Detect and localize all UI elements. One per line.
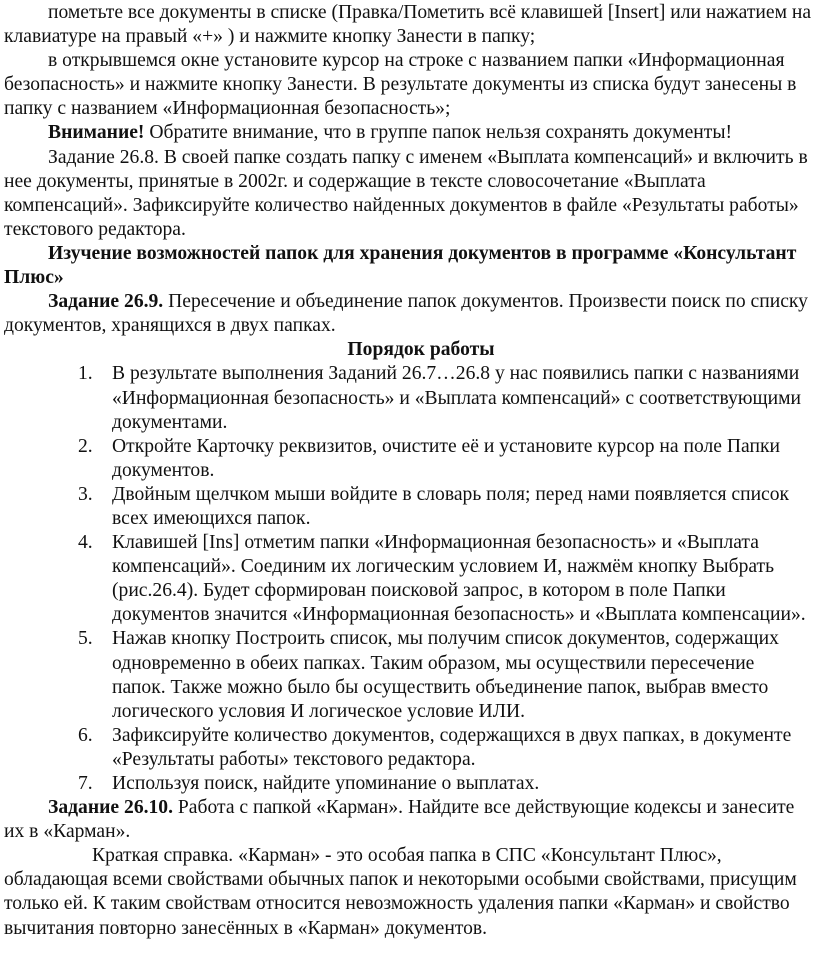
step-number: 3. [78, 483, 93, 505]
step-text: Двойным щелчком мыши войдите в словарь поля; перед нами появляется список всех имеющихся папок. [112, 483, 790, 529]
attention-label: Внимание! [48, 122, 145, 144]
step-text: Нажав кнопку Построить список, мы получим список документов, содержащих одновременно в обеих папках. Таким образом, мы осуществили пересечение папок. Также можно было бы осуществить объединение папок, выбрав вместо логического условия И логическое условие ИЛИ. [112, 628, 779, 722]
list-item [0, 724, 816, 772]
step-number: 1. [78, 363, 93, 385]
task-26-10-text: Работа с папкой «Карман». Найдите все действующие кодексы и занесите их в «Карман». [4, 797, 795, 843]
section-heading [0, 242, 816, 290]
section-heading-text: Изучение возможностей папок для хранения документов в программе «Консультант Плюс» [4, 242, 797, 289]
order-title [0, 338, 816, 362]
step-text: В результате выполнения Заданий 26.7…26.8 у нас появились папки с названиями «Информационная безопасность» и «Выплата компенсаций» с соответствующими документами. [112, 363, 801, 433]
step-number: 5. [78, 628, 93, 650]
list-item [0, 483, 816, 531]
step-number: 7. [78, 773, 93, 794]
step-number: 2. [78, 435, 93, 457]
paragraph-mark-documents: пометьте все документы в списке (Правка/Пометить всё клавишей [Insert] или нажатием на клавиатуре на правый «+» ) и нажмите кнопку Занести в папку; [4, 2, 812, 48]
step-text: Откройте Карточку реквизитов, очистите её и установите курсор на поле Папки документов. [112, 435, 780, 481]
list-item [0, 362, 816, 434]
step-number: 6. [78, 724, 93, 746]
paragraph-task-26-9 [0, 290, 816, 338]
task-26-9-text: Пересечение и объединение папок документов. Произвести поиск по списку документов, хранящихся в двух папках. [4, 291, 808, 337]
paragraph-brief-reference: Краткая справка. «Карман» - это особая папка в СПС «Консультант Плюс», обладающая всеми свойствами обычных папок и некоторыми особыми свойствами, присущим только ей. К таким свойствам относится невозможность удаления папки «Карман» и свойство вычитания повторно занесённых в «Карман» документов. [4, 845, 797, 939]
task-26-9-label: Задание 26.9. [48, 291, 164, 313]
list-item [0, 435, 816, 483]
list-item [0, 772, 816, 796]
steps-list [0, 362, 816, 796]
step-number: 4. [78, 532, 93, 554]
order-title-text: Порядок работы [347, 339, 495, 361]
attention-text: Обратите внимание, что в группе папок нельзя сохранять документы! [144, 122, 733, 144]
paragraph-task-26-8: Задание 26.8. В своей папке создать папку с именем «Выплата компенсаций» и включить в нее документы, принятые в 2002г. и содержащие в тексте словосочетание «Выплата компенсаций». Зафиксируйте количество найденных документов в файле «Результаты работы» текстового редактора. [4, 146, 808, 240]
paragraph-attention [0, 121, 816, 145]
list-item [0, 627, 816, 723]
list-item [0, 531, 816, 627]
paragraph-open-window: в открывшемся окне установите курсор на строке с названием папки «Информационная безопасность» и нажмите кнопку Занести. В результате документы из списка будут занесены в папку с названием «Информационная безопасность»; [4, 50, 797, 120]
step-text: Используя поиск, найдите упоминание о выплатах. [112, 773, 540, 794]
step-text: Зафиксируйте количество документов, содержащихся в двух папках, в документе «Результаты работы» текстового редактора. [112, 724, 792, 770]
step-text: Клавишей [Ins] отметим папки «Информационная безопасность» и «Выплата компенсаций». Соединим их логическим условием И, нажмём кнопку Выбрать (рис.26.4). Будет сформирован поисковой запрос, в котором в поле Папки документов значится «Информационная безопасность» и «Выплата компенсации». [112, 532, 806, 626]
task-26-10-label: Задание 26.10. [48, 797, 174, 819]
paragraph-task-26-10 [0, 796, 816, 844]
